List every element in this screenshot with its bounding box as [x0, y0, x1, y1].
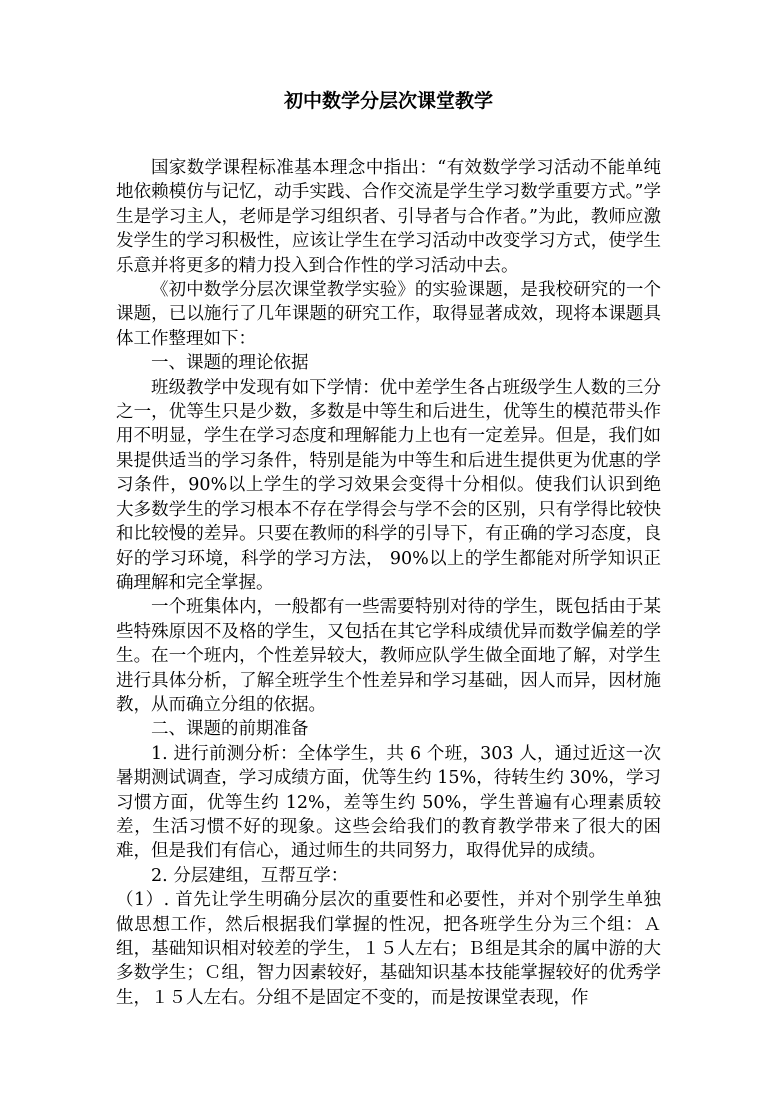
paragraph-5: 1. 进行前测分析：全体学生，共 6 个班，303 人，通过近这一次暑期测试调查，学习成绩方面，优等生约 15%，待转生约 30%，学习习惯方面，优等生约 12%，差等生约 50%，学生普遍有心理素质较差，生活习惯不好的现象。这些会给我们的教育教学带来了很大的困难，但是我们有信心，通过师生的共同努力，取得优异的成绩。	[116, 743, 661, 862]
document-title: 初中数学分层次课堂教学	[283, 90, 493, 112]
section-heading-2: 二、课题的前期准备	[151, 719, 309, 740]
paragraph-6: 2. 分层建组，互帮互学：	[151, 865, 349, 886]
paragraph-2: 《初中数学分层次课堂教学实验》的实验课题，是我校研究的一个课题，已以施行了几年课题的研究工作，取得显著成效，现将本课题具体工作整理如下：	[116, 280, 661, 349]
document-page	[116, 86, 661, 1010]
paragraph-4: 一个班集体内，一般都有一些需要特别对待的学生，既包括由于某些特殊原因不及格的学生，又包括在其它学科成绩优异而数学偏差的学生。在一个班内，个性差异较大，教师应队学生做全面地了解，对学生进行具体分析，了解全班学生个性差异和学习基础，因人而异，因材施教，从而确立分组的依据。	[116, 597, 661, 715]
paragraph-3: 班级教学中发现有如下学情：优中差学生各占班级学生人数的三分之一，优等生只是少数，多数是中等生和后进生，优等生的模范带头作用不明显，学生在学习态度和理解能力上也有一定差异。但是，我们如果提供适当的学习条件，特别是能为中等生和后进生提供更为优惠的学习条件，90%以上学生的学习效果会变得十分相似。使我们认识到绝大多数学生的学习根本不存在学得会与学不会的区别，只有学得比较快和比较慢的差异。只要在教师的科学的引导下，有正确的学习态度，良好的学习环境，科学的学习方法， 90%以上的学生都能对所学知识正确理解和完全掌握。	[116, 377, 661, 593]
paragraph-7: （1）. 首先让学生明确分层次的重要性和必要性，并对个别学生单独做思想工作，然后根据我们掌握的性况，把各班学生分为三个组：Ａ组，基础知识相对较差的学生，１５人左右；Ｂ组是其余的属中游的大多数学生；Ｃ组，智力因素较好，基础知识基本技能掌握较好的优秀学生，１５人左右。分组不是固定不变的，而是按课堂表现，作	[116, 890, 661, 1008]
paragraph-1: 国家数学课程标准基本理念中指出：“有效数学学习活动不能单纯地依赖模仿与记忆，动手实践、合作交流是学生学习数学重要方式。”学生是学习主人，老师是学习组织者、引导者与合作者。”为此，教师应激发学生的学习积极性，应该让学生在学习活动中改变学习方式，使学生乐意并将更多的精力投入到合作性的学习活动中去。	[116, 158, 661, 276]
section-heading-1: 一、课题的理论依据	[151, 353, 309, 374]
